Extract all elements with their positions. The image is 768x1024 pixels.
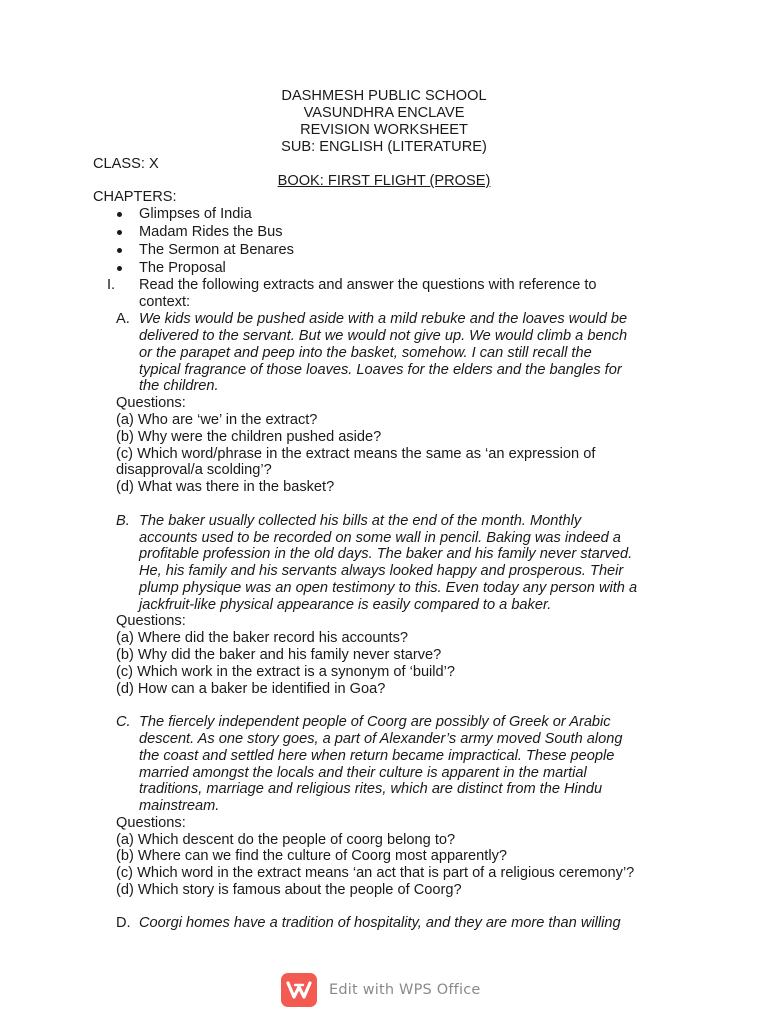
- extract-line: or the parapet and peep into the basket, somehow. I can still recall the: [139, 345, 592, 361]
- bullet-icon: [117, 266, 122, 271]
- question-item: (a) Where did the baker record his accounts?: [116, 630, 409, 646]
- extract-line: descent. As one story goes, a part of Alexander’s army moved South along: [139, 731, 623, 747]
- extract-line: He, his family and his servants always looked happy and prosperous. Their: [139, 563, 624, 579]
- extract-line: the coast and settled here when return became impractical. These people: [139, 748, 615, 764]
- extract-line: plump physique was an open testimony to this. Even today any person with a: [139, 580, 638, 596]
- question-item: (b) Why did the baker and his family never starve?: [116, 647, 442, 663]
- extract-line: We kids would be pushed aside with a mild rebuke and the loaves would be: [139, 311, 628, 327]
- question-item: (a) Which descent do the people of coorg belong to?: [116, 832, 456, 848]
- chapter-item: Glimpses of India: [139, 206, 252, 222]
- extract-line: delivered to the servant. But we would not give up. We would climb a bench: [139, 328, 628, 344]
- extract-line: jackfruit-like physical appearance is easily compared to a baker.: [139, 597, 552, 613]
- wps-office-logo-icon: [281, 973, 317, 1007]
- bullet-icon: [117, 212, 122, 217]
- question-item: (d) How can a baker be identified in Goa?: [116, 681, 386, 697]
- question-item: disapproval/a scolding’?: [116, 462, 272, 478]
- extract-line: The baker usually collected his bills at the end of the month. Monthly: [139, 513, 582, 529]
- school-location: VASUNDHRA ENCLAVE: [303, 105, 465, 121]
- questions-heading: Questions:: [116, 815, 186, 831]
- worksheet-title: REVISION WORKSHEET: [300, 122, 468, 138]
- extract-line: married amongst the locals and their culture is apparent in the martial: [139, 765, 587, 781]
- extract-letter: A.: [116, 311, 130, 327]
- book-title: BOOK: FIRST FLIGHT (PROSE): [277, 173, 491, 189]
- chapter-item: Madam Rides the Bus: [139, 224, 283, 240]
- school-name: DASHMESH PUBLIC SCHOOL: [281, 88, 487, 104]
- subject-line: SUB: ENGLISH (LITERATURE): [281, 139, 487, 155]
- extract-line: the children.: [139, 378, 219, 394]
- bullet-icon: [117, 248, 122, 253]
- question-item: (c) Which word in the extract means ‘an act that is part of a religious ceremony’?: [116, 865, 635, 881]
- instruction-text: context:: [139, 294, 191, 310]
- chapters-heading: CHAPTERS:: [93, 189, 177, 205]
- chapter-item: The Proposal: [139, 260, 226, 276]
- instruction-text: Read the following extracts and answer the questions with reference to: [139, 277, 597, 293]
- chapter-item: The Sermon at Benares: [139, 242, 294, 258]
- question-item: (d) Which story is famous about the people of Coorg?: [116, 882, 462, 898]
- extract-letter: D.: [116, 915, 131, 931]
- extract-line: profitable profession in the old days. The baker and his family never starved.: [139, 546, 633, 562]
- bullet-icon: [117, 230, 122, 235]
- question-item: (c) Which work in the extract is a synonym of ‘build’?: [116, 664, 456, 680]
- question-item: (b) Why were the children pushed aside?: [116, 429, 382, 445]
- extract-line: traditions, marriage and religious rites, which are distinct from the Hindu: [139, 781, 603, 797]
- extract-line: typical fragrance of those loaves. Loaves for the elders and the bangles for: [139, 362, 622, 378]
- extract-letter: C.: [116, 714, 131, 730]
- extract-line: accounts used to be recorded on some wall in pencil. Baking was indeed a: [139, 530, 621, 546]
- question-item: (c) Which word/phrase in the extract means the same as ‘an expression of: [116, 446, 596, 462]
- question-item: (a) Who are ‘we’ in the extract?: [116, 412, 318, 428]
- instruction-number: I.: [107, 277, 116, 293]
- class-label: CLASS: X: [93, 156, 159, 172]
- wps-edit-label[interactable]: Edit with WPS Office: [329, 981, 481, 998]
- question-item: (b) Where can we find the culture of Coorg most apparently?: [116, 848, 507, 864]
- questions-heading: Questions:: [116, 613, 186, 629]
- extract-letter: B.: [116, 513, 130, 529]
- wps-edit-banner[interactable]: [281, 973, 481, 1007]
- extract-line: Coorgi homes have a tradition of hospitality, and they are more than willing: [139, 915, 621, 931]
- extract-line: The fiercely independent people of Coorg are possibly of Greek or Arabic: [139, 714, 611, 730]
- extract-line: mainstream.: [139, 798, 220, 814]
- questions-heading: Questions:: [116, 395, 186, 411]
- question-item: (d) What was there in the basket?: [116, 479, 335, 495]
